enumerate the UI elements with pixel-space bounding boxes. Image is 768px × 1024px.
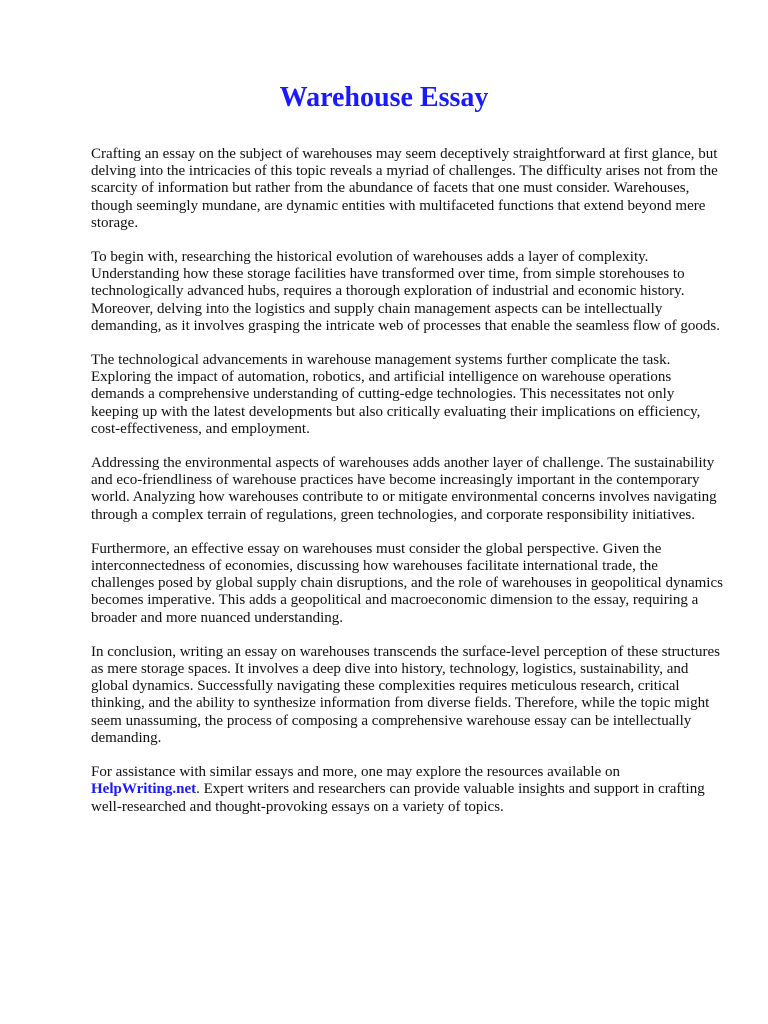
paragraph-4: Addressing the environmental aspects of warehouses adds another layer of challenge. The sustainability and eco-friendliness of warehouse practices have become increasingly important in the contemporary world. Analyzing how warehouses contribute to or mitigate environmental concerns involves navigating through a complex terrain of regulations, green technologies, and corporate responsibility initiatives. (91, 455, 717, 523)
paragraph-1: Crafting an essay on the subject of warehouses may seem deceptively straightforward at first glance, but delving into the intricacies of this topic reveals a myriad of challenges. The difficulty arises not from the scarcity of information but rather from the abundance of facets that one must consider. Warehouses, though seemingly mundane, are dynamic entities with multifaceted functions that extend beyond mere storage. (91, 146, 718, 231)
paragraph-2: To begin with, researching the historical evolution of warehouses adds a layer of complexity. Understanding how these storage facilities have transformed over time, from simple storehouses to technologically advanced hubs, requires a thorough exploration of industrial and economic history. Moreover, delving into the logistics and supply chain management aspects can be intellectually demanding, as it involves grasping the intricate web of processes that enable the seamless flow of goods. (91, 249, 721, 334)
closing-text-before-link: For assistance with similar essays and more, one may explore the resources available on (91, 764, 621, 781)
helpwriting-link[interactable]: HelpWriting.net (91, 781, 197, 798)
paragraph-6: In conclusion, writing an essay on warehouses transcends the surface-level perception of these structures as mere storage spaces. It involves a deep dive into history, technology, logistics, sustainability, and global dynamics. Successfully navigating these complexities requires meticulous research, critical thinking, and the ability to synthesize information from diverse fields. Therefore, while the topic might seem unassuming, the process of composing a comprehensive warehouse essay can be intellectually demanding. (91, 643, 720, 746)
closing-text-after-link: . Expert writers and researchers can provide valuable insights and support in crafting well-researched and thought-provoking essays on a variety of topics. (91, 781, 705, 815)
paragraph-5: Furthermore, an effective essay on warehouses must consider the global perspective. Given the interconnectedness of economies, discussing how warehouses facilitate international trade, the challenges posed by global supply chain disruptions, and the role of warehouses in geopolitical dynamics becomes imperative. This adds a geopolitical and macroeconomic dimension to the essay, requiring a broader and more nuanced understanding. (91, 540, 723, 626)
page-title: Warehouse Essay (279, 82, 489, 113)
paragraph-3: The technological advancements in warehouse management systems further complicate the task. Exploring the impact of automation, robotics, and artificial intelligence on warehouse operations demands a comprehensive understanding of cutting-edge technologies. This necessitates not only keeping up with the latest developments but also critically evaluating their implications on efficiency, cost-effectiveness, and employment. (91, 352, 701, 437)
essay-body (91, 146, 723, 833)
closing-paragraph (91, 764, 723, 816)
